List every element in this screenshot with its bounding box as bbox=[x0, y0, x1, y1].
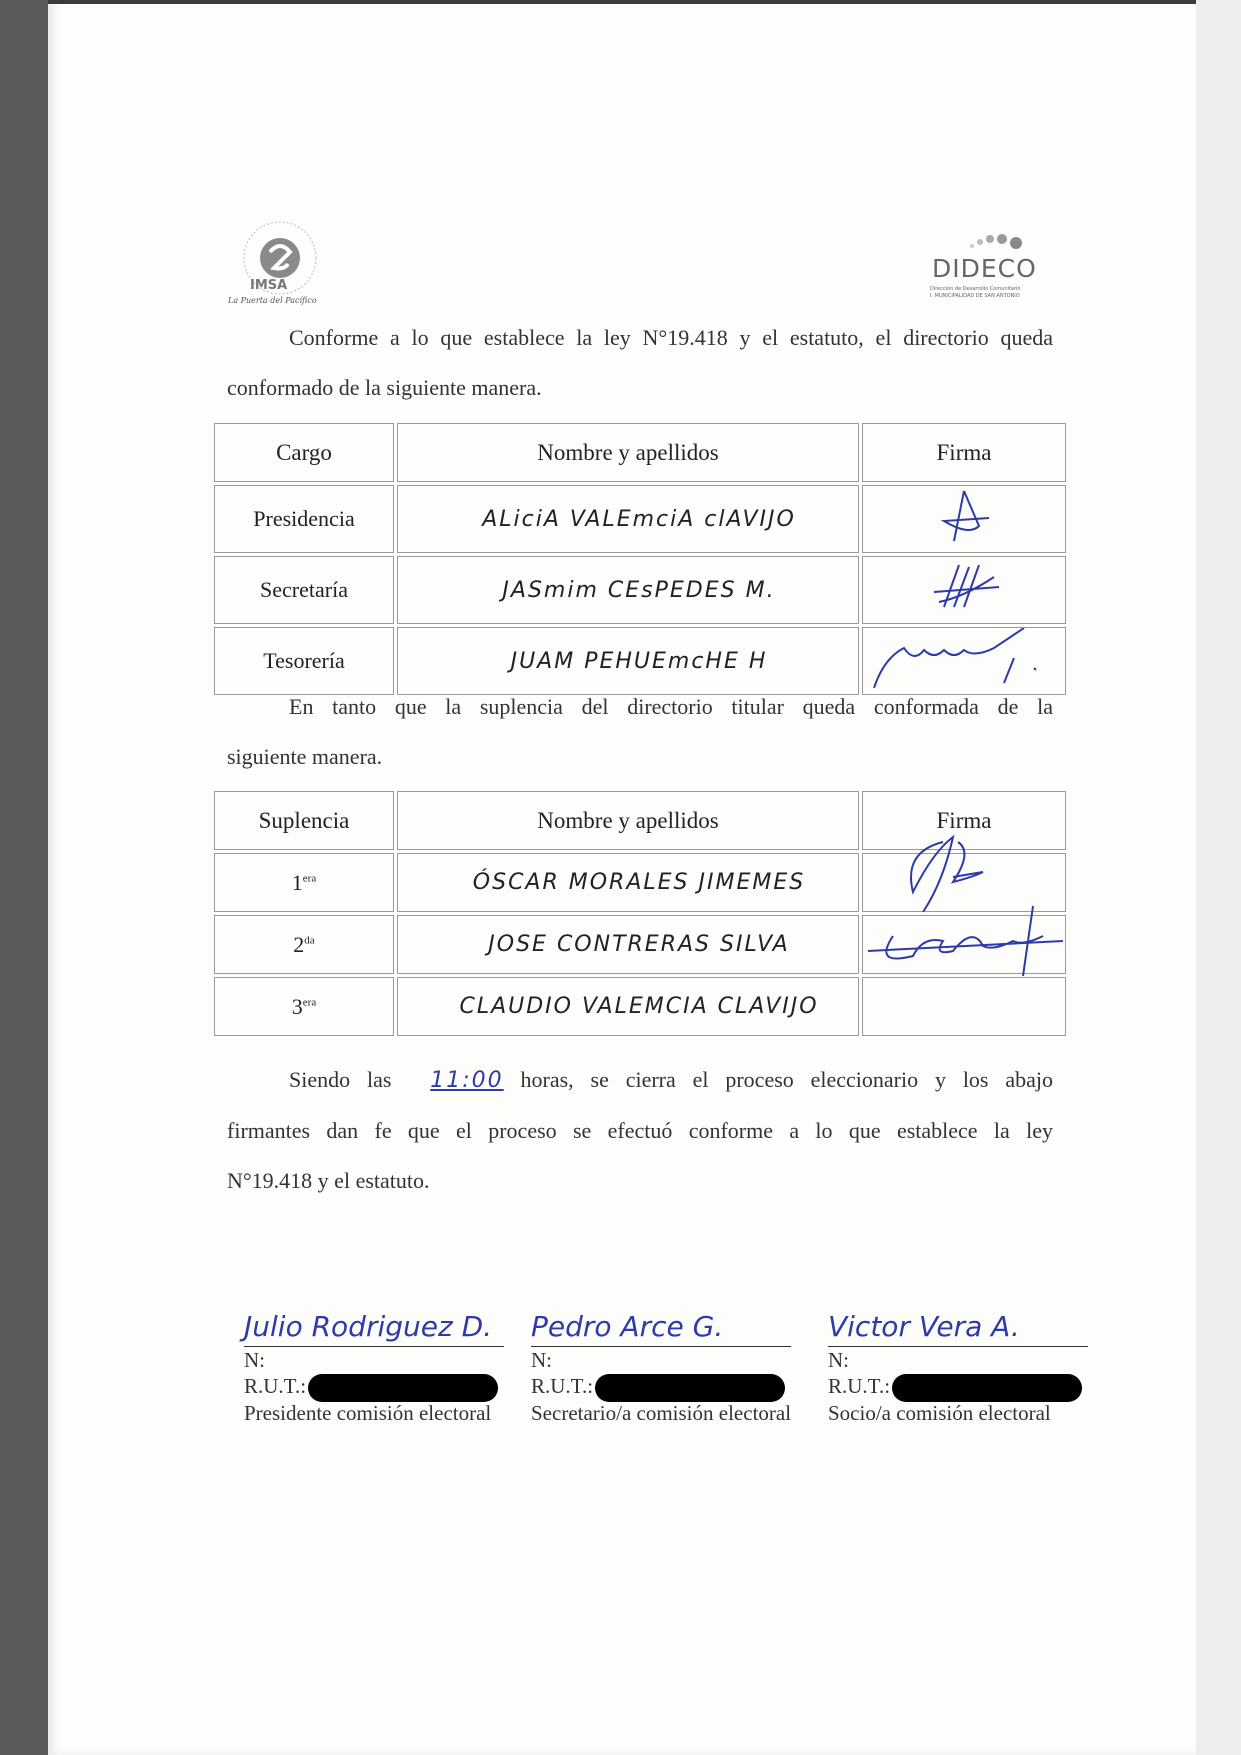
nombre-cell: CLAUDIO VALEMCIA CLAVIJO bbox=[397, 977, 859, 1036]
nombre-cell: ÓSCAR MORALES JIMEMES bbox=[397, 853, 859, 912]
header-firma: Firma bbox=[862, 423, 1066, 482]
intro-line-2: conformado de la siguiente manera. bbox=[227, 375, 542, 400]
firma-cell bbox=[862, 485, 1066, 553]
cargo-cell: Tesorería bbox=[214, 627, 394, 695]
firma-cell bbox=[862, 915, 1066, 974]
signature-role: Presidente comisión electoral bbox=[244, 1401, 492, 1425]
dideco-municipality: I. MUNICIPALIDAD DE SAN ANTONIO bbox=[930, 293, 1020, 299]
redaction-bar bbox=[892, 1374, 1082, 1402]
signature-n-label: N: bbox=[828, 1348, 849, 1372]
signature-presidente bbox=[244, 1310, 514, 1426]
handwritten-signature-icon bbox=[863, 896, 1063, 976]
signature-rut: R.U.T.: bbox=[244, 1373, 514, 1399]
closing-paragraph bbox=[227, 1055, 1053, 1206]
signature-role: Secretario/a comisión electoral bbox=[531, 1401, 792, 1425]
header-firma: Firma bbox=[862, 791, 1066, 850]
signature-secretario bbox=[531, 1310, 801, 1426]
closing-time: 11:00 bbox=[430, 1068, 504, 1093]
signature-hand: Pedro Arce G. bbox=[531, 1310, 724, 1343]
intro-line-1: Conforme a lo que establece la ley N°19.418 y el estatuto, el directorio queda bbox=[289, 325, 1053, 350]
nombre-cell: JOSE CONTRERAS SILVA bbox=[397, 915, 859, 974]
signature-role: Socio/a comisión electoral bbox=[828, 1401, 1051, 1425]
closing-line-3: N°19.418 y el estatuto. bbox=[227, 1168, 430, 1193]
firma-cell bbox=[862, 556, 1066, 624]
table-row bbox=[214, 556, 1066, 624]
closing-line-1: Siendo las 11:00 horas, se cierra el proceso eleccionario y los abajo bbox=[289, 1067, 1053, 1093]
table-row bbox=[214, 485, 1066, 553]
header-cargo: Cargo bbox=[214, 423, 394, 482]
imsa-logo bbox=[228, 210, 342, 320]
dideco-subtitle: Dirección de Desarrollo Comunitario bbox=[930, 286, 1021, 292]
signature-hand: Victor Vera A. bbox=[828, 1310, 1020, 1343]
dideco-logo bbox=[930, 236, 1048, 306]
nombre-cell: ALiciA VALEmciA clAVIJO bbox=[397, 485, 859, 553]
handwritten-signature-icon bbox=[924, 486, 1004, 546]
signature-rut: R.U.T.: bbox=[828, 1373, 1098, 1399]
dideco-name: DIDECO bbox=[932, 254, 1037, 283]
cargo-cell: Presidencia bbox=[214, 485, 394, 553]
suplencia-paragraph bbox=[227, 682, 1053, 782]
scan-top-edge bbox=[48, 0, 1196, 4]
header-suplencia: Suplencia bbox=[214, 791, 394, 850]
redaction-bar bbox=[308, 1374, 498, 1402]
nombre-cell: JUAM PEHUEmcHE H bbox=[397, 627, 859, 695]
signature-rut: R.U.T.: bbox=[531, 1373, 801, 1399]
signature-n-label: N: bbox=[244, 1348, 265, 1372]
nombre-cell: JASmim CEsPEDES M. bbox=[397, 556, 859, 624]
imsa-name: IMSA bbox=[250, 278, 288, 293]
signature-n-label: N: bbox=[531, 1348, 552, 1372]
suplencia-number-cell: $1^{era}$ bbox=[214, 853, 394, 912]
table-row bbox=[214, 977, 1066, 1036]
suplencia-table bbox=[211, 788, 1069, 1039]
suplencia-line-1: En tanto que la suplencia del directorio titular queda conformada de la bbox=[289, 694, 1053, 719]
signature-hand: Julio Rodriguez D. bbox=[244, 1310, 493, 1343]
redaction-bar bbox=[595, 1374, 785, 1402]
suplencia-number-cell: $3^{era}$ bbox=[214, 977, 394, 1036]
handwritten-signature-icon bbox=[914, 557, 1014, 617]
table-row bbox=[214, 915, 1066, 974]
closing-line-2: firmantes dan fe que el proceso se efectuó conforme a lo que establece la ley bbox=[227, 1118, 1053, 1143]
suplencia-line-2: siguiente manera. bbox=[227, 744, 383, 769]
cargo-cell: Secretaría bbox=[214, 556, 394, 624]
handwritten-signature-icon bbox=[864, 628, 1064, 688]
suplencia-number-cell: $2^{da}$ bbox=[214, 915, 394, 974]
header-nombre: Nombre y apellidos bbox=[397, 423, 859, 482]
imsa-tagline: La Puerta del Pacífico bbox=[228, 296, 317, 305]
signature-socio bbox=[828, 1310, 1098, 1426]
intro-paragraph bbox=[227, 313, 1053, 413]
directorio-table bbox=[211, 420, 1069, 698]
header-nombre: Nombre y apellidos bbox=[397, 791, 859, 850]
firma-cell bbox=[862, 977, 1066, 1036]
scan-right-margin bbox=[1196, 0, 1241, 1755]
